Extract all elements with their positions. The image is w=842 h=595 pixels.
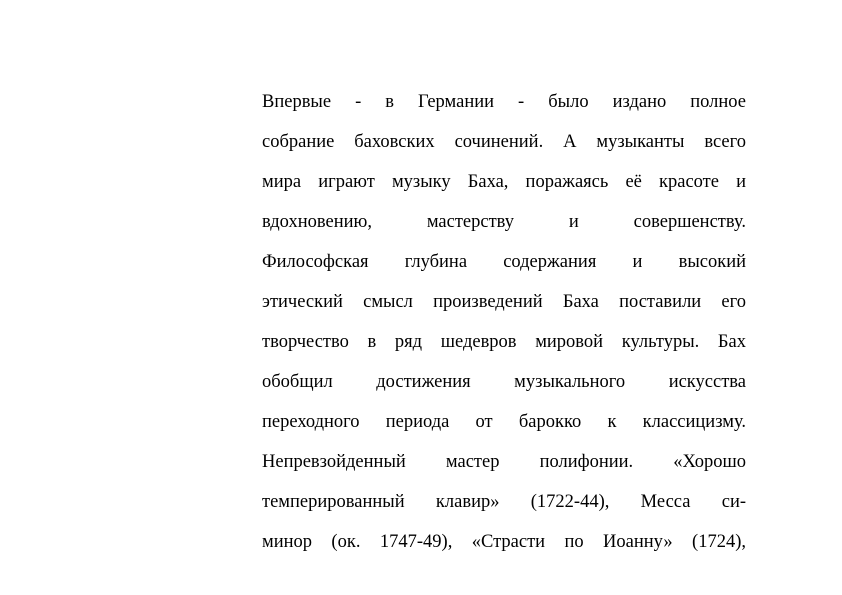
text-line-1: Впервые - в Германии - было издано полное xyxy=(262,92,746,112)
text-line-10: Непревзойденный мастер полифонии. «Хорошо xyxy=(262,452,746,472)
text-line-2: собрание баховских сочинений. А музыканты всего xyxy=(262,132,746,152)
text-line-5: Философская глубина содержания и высокий xyxy=(262,252,746,272)
text-line-6: этический смысл произведений Баха поставили его xyxy=(262,292,746,312)
body-text xyxy=(262,82,746,562)
text-line-9: переходного периода от барокко к классицизму. xyxy=(262,412,746,432)
text-line-12: минор (ок. 1747-49), «Страсти по Иоанну» (1724), xyxy=(262,532,746,552)
text-line-3: мира играют музыку Баха, поражаясь её красоте и xyxy=(262,172,746,192)
text-line-8: обобщил достижения музыкального искусства xyxy=(262,372,746,392)
text-line-11: темперированный клавир» (1722-44), Месса си- xyxy=(262,492,746,512)
text-line-4: вдохновению, мастерству и совершенству. xyxy=(262,212,746,232)
text-line-7: творчество в ряд шедевров мировой культуры. Бах xyxy=(262,332,746,352)
